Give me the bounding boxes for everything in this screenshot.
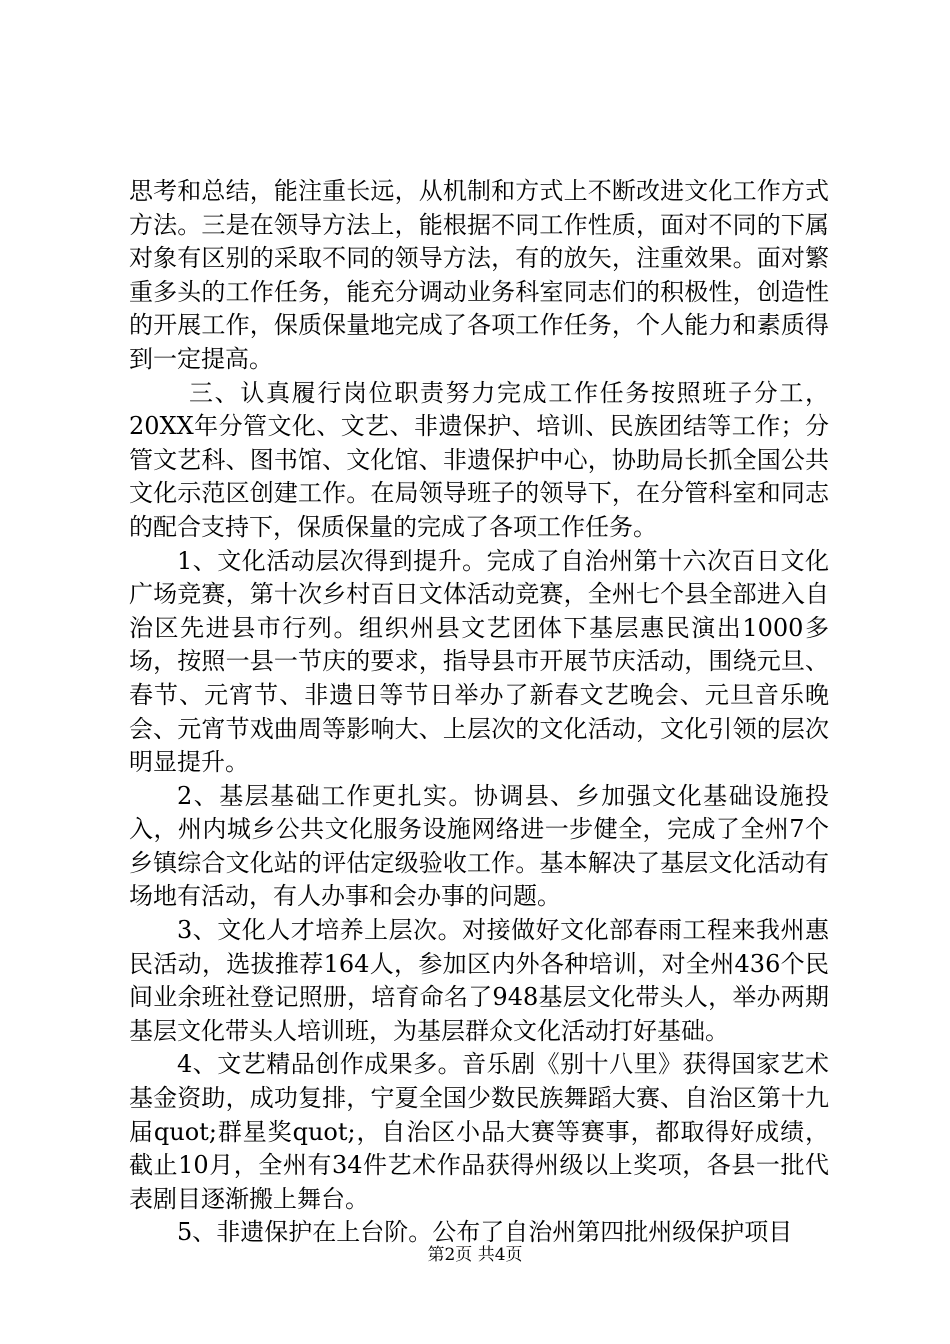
paragraph-item-2: 2、基层基础工作更扎实。协调县、乡加强文化基础设施投入，州内城乡公共文化服务设施网络进一步健全，完成了全州7个乡镇综合文化站的评估定级验收工作。基本解决了基层文化活动有场地有活动，有人办事和会办事的问题。 [129, 781, 829, 911]
document-body [129, 175, 829, 1250]
paragraph-item-5: 5、非遗保护在上台阶。公布了自治州第四批州级保护项目 [177, 1218, 793, 1247]
paragraph-item-1: 1、文化活动层次得到提升。完成了自治州第十六次百日文化广场竞赛，第十次乡村百日文体活动竞赛，全州七个县全部进入自治区先进县市行列。组织州县文艺团体下基层惠民演出1000多场，按照一县一节庆的要求，指导县市开展节庆活动，围绕元旦、春节、元宵节、非遗日等节日举办了新春文艺晚会、元旦音乐晚会、元宵节戏曲周等影响大、上层次的文化活动，文化引领的层次明显提升。 [129, 546, 829, 777]
paragraph-item-4: 4、文艺精品创作成果多。音乐剧《别十八里》获得国家艺术基金资助，成功复排，宁夏全国少数民族舞蹈大赛、自治区第十九届quot;群星奖quot;，自治区小品大赛等赛事，都取得好成绩，截止10月，全州有34件艺术作品获得州级以上奖项，各县一批代表剧目逐渐搬上舞台。 [129, 1050, 829, 1213]
paragraph-item-3: 3、文化人才培养上层次。对接做好文化部春雨工程来我州惠民活动，选拔推荐164人，参加区内外各种培训，对全州436个民间业余班社登记照册，培育命名了948基层文化带头人，举办两期基层文化带头人培训班，为基层群众文化活动打好基础。 [129, 916, 829, 1045]
paragraph-section-three: 三、认真履行岗位职责努力完成工作任务按照班子分工，20XX年分管文化、文艺、非遗保护、培训、民族团结等工作；分管文艺科、图书馆、文化馆、非遗保护中心，协助局长抓全国公共文化示范区创建工作。在局领导班子的领导下，在分管科室和同志的配合支持下，保质保量的完成了各项工作任务。 [129, 378, 829, 541]
paragraph-continuation: 思考和总结，能注重长远，从机制和方式上不断改进文化工作方式方法。三是在领导方法上，能根据不同工作性质，面对不同的下属对象有区别的采取不同的领导方法，有的放矢，注重效果。面对繁重多头的工作任务，能充分调动业务科室同志们的积极性，创造性的开展工作，保质保量地完成了各项工作任务，个人能力和素质得到一定提高。 [129, 177, 829, 373]
page-number-footer: 第2页 共4页 [427, 1245, 523, 1265]
